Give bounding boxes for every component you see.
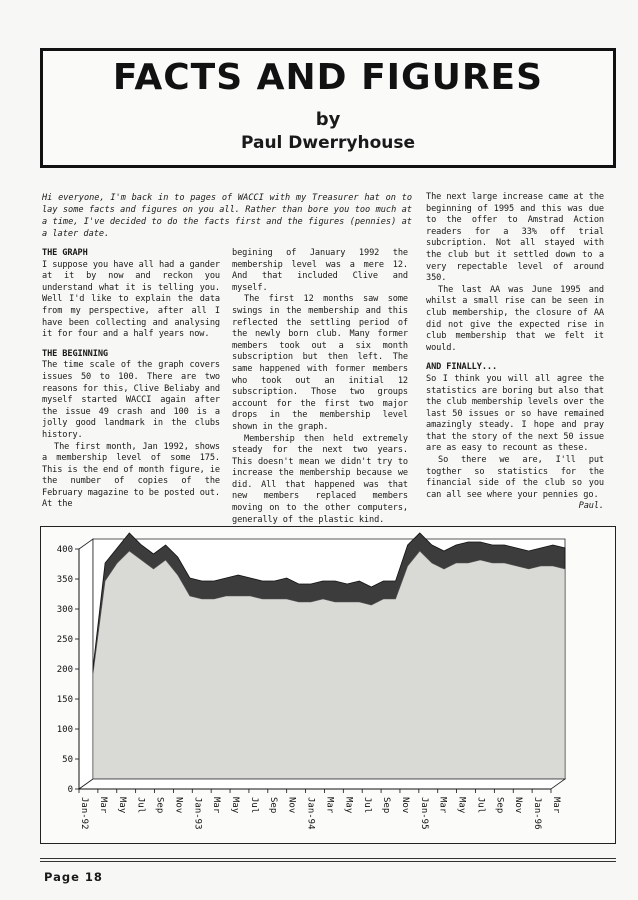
intro-paragraph: Hi everyone, I'm back in to pages of WACCI with my Treasurer hat on to lay some facts and figures on you all. Rather than bore you too much at a time, I've decided to do the facts first and the figures (pennies) at a later date. [42,193,412,239]
x-tick-label: Mar [551,797,561,814]
y-tick-label: 0 [67,785,73,795]
x-tick-label: Sep [267,797,278,814]
y-tick-label: 200 [56,665,73,675]
x-tick-label: Sep [154,797,165,814]
x-tick-label: Sep [381,797,392,814]
paragraph: I suppose you have all had a gander at it by now and reckon you understand what it is telling you. Well I'd like to explain the data from my perspective, after all I have been collecting and analysing it for four and a half years now. [42,259,220,340]
heading-the-beginning: THE BEGINNING [42,348,108,359]
x-tick-label: Mar [437,797,448,814]
page-number: Page 18 [44,870,103,884]
x-tick-label: Nov [513,797,524,814]
paragraph: The next large increase came at the beginning of 1995 and this was due to the offer to Amstrad Action readers for a 33% off trial subcription. Not all stayed with the club but it settled down to a very repectable level of around 350. [426,192,604,284]
x-tick-label: Nov [286,797,297,814]
heading-the-graph: THE GRAPH [42,248,88,258]
paragraph: The first 12 months saw some swings in the membership and this reflected the settling period of the newly born club. Many former members took out a six month subscription but then left. The same happened with former members who took out an initial 12 subscription. Those two groups account for the first two major drops in the membership level shown in the graph. [232,294,408,432]
x-tick-label: May [456,797,467,814]
x-tick-label: May [343,797,354,814]
x-tick-label: Jan-93 [192,797,203,830]
y-tick-label: 50 [62,755,73,765]
x-tick-label: Jan-96 [532,797,543,830]
paragraph [426,455,604,512]
footer-rule [40,861,616,862]
paragraph: begining of January 1992 the membership level was a mere 12. And that included Clive and myself. [232,248,408,293]
y-tick-label: 400 [56,545,73,555]
x-tick-label: Jul [248,797,259,814]
y-tick-label: 100 [56,725,73,735]
x-tick-label: Nov [173,797,184,814]
paragraph: Membership then held extremely steady for the next two years. This doesn't mean we didn't try to increase the membership because we did. All that happened was that new members replaced members moving on to the other computers, generally of the plastic kind. [232,433,408,525]
x-tick-label: Sep [494,797,505,814]
x-tick-label: Mar [97,797,108,814]
paragraph-text: So there we are, I'll put togther so statistics for the financial side of the club so you can all see where your pennies go. [426,455,604,500]
x-tick-label: Jan-94 [305,797,316,830]
byline-by: by [315,109,341,130]
membership-chart [40,526,616,844]
column-1 [42,248,220,511]
y-tick-label: 350 [56,575,73,585]
column-2 [232,248,408,526]
chart-floor [79,779,565,789]
heading-and-finally: AND FINALLY... [426,362,498,373]
x-tick-label: Jul [135,797,146,814]
paragraph: The time scale of the graph covers issues 50 to 100. There are two reasons for this, Clive Beliaby and myself started WACCI again after the issue 49 crash and 100 is a jolly good landmark in the clubs history. [42,360,220,440]
x-tick-label: Jan-95 [418,797,429,830]
x-tick-label: Mar [211,797,222,814]
x-tick-label: May [230,797,241,814]
x-tick-label: Jan-92 [79,797,89,830]
x-tick-label: Mar [324,797,335,814]
footer-rule [40,858,616,859]
x-tick-label: May [116,797,127,814]
paragraph: So I think you will all agree the statistics are boring but also that the club membership levels over the last 50 issues or so have remained amazingly steady. I hope and pray that the story of the next 50 issue are as easy to recount as these. [426,373,604,454]
signature: Paul. [578,501,604,512]
article-title: FACTS AND FIGURES [112,57,544,98]
author-name: Paul Dwerryhouse [240,133,416,153]
title-frame [40,48,616,168]
chart-svg [41,527,615,843]
x-tick-label: Jul [362,797,373,814]
y-tick-label: 250 [56,635,73,645]
paragraph: The last AA was June 1995 and whilst a small rise can be seen in club membership, the closure of AA did not give the expected rise in club membership that we felt it would. [426,284,604,353]
x-tick-label: Jul [475,797,486,814]
x-tick-label: Nov [399,797,410,814]
paragraph: The first month, Jan 1992, shows a membership level of some 175. This is the end of month figure, ie the number of copies of the February magazine to be posted out. At the [42,441,220,510]
y-tick-label: 300 [56,605,73,615]
chart-side-wall [79,539,93,789]
column-3 [426,192,604,513]
y-tick-label: 150 [56,695,73,705]
